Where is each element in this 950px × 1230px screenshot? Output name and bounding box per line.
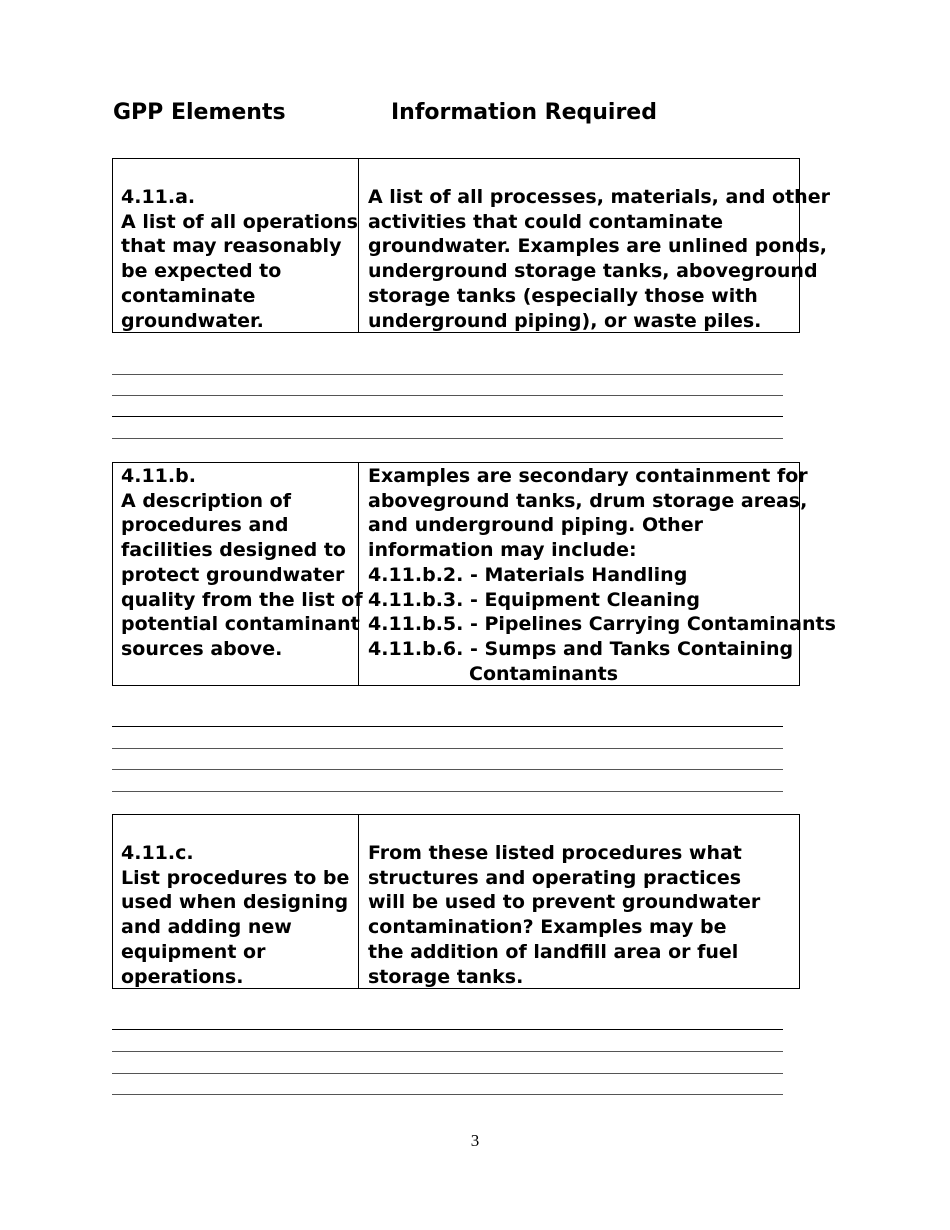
information-required-cell xyxy=(359,159,830,332)
element-text-line: that may reasonably xyxy=(121,235,342,258)
section-4-11-c xyxy=(112,814,800,989)
information-required-cell xyxy=(359,815,799,988)
info-text-line: A list of all processes, materials, and other xyxy=(367,186,830,208)
gpp-element-cell xyxy=(113,815,359,988)
answer-line xyxy=(112,726,783,727)
element-text-line: procedures and xyxy=(121,514,289,537)
info-text-line: storage tanks. xyxy=(368,965,524,988)
answer-line xyxy=(112,1073,783,1074)
element-text-line: protect groundwater xyxy=(121,563,345,586)
section-number: 4.11.b. xyxy=(121,465,196,487)
element-text-line: and adding new xyxy=(121,916,292,939)
info-text-line: aboveground tanks, drum storage areas, xyxy=(368,489,808,512)
element-text-line: contaminate xyxy=(121,284,256,307)
element-text-line: facilities designed to xyxy=(121,539,346,562)
info-text-line: activities that could contaminate xyxy=(367,210,724,233)
info-text-line: Examples are secondary containment for xyxy=(368,465,808,487)
info-text-line: groundwater. Examples are unlined ponds, xyxy=(367,235,827,258)
element-text-line: A list of all operations xyxy=(121,210,358,233)
element-text-line: groundwater. xyxy=(121,309,264,332)
element-text-line: be expected to xyxy=(121,260,282,283)
answer-line xyxy=(112,1094,783,1095)
element-text-line: List procedures to be xyxy=(121,866,350,889)
section-4-11-a xyxy=(112,158,830,333)
section-4-11-b xyxy=(112,462,836,686)
info-text-line: will be used to prevent groundwater xyxy=(368,891,761,914)
info-text-line: underground storage tanks, aboveground xyxy=(367,260,818,283)
section-number: 4.11.a. xyxy=(121,186,196,208)
element-text-line: equipment or xyxy=(121,940,266,963)
answer-line xyxy=(112,395,783,396)
info-list-item: 4.11.b.2. - Materials Handling xyxy=(368,563,688,586)
information-required-heading: Information Required xyxy=(391,100,657,125)
info-text-line: underground piping), or waste piles. xyxy=(367,309,762,332)
answer-line xyxy=(112,416,783,417)
information-required-cell xyxy=(359,463,836,685)
info-list-item: 4.11.b.5. - Pipelines Carrying Contaminants xyxy=(368,613,836,636)
info-text-line: From these listed procedures what xyxy=(368,842,742,864)
element-text-line: used when designing xyxy=(121,891,349,914)
info-list-item-continuation: Contaminants xyxy=(469,662,619,685)
element-text-line: quality from the list of xyxy=(121,588,363,611)
element-text-line: sources above. xyxy=(121,637,283,660)
info-text-line: the addition of landfill area or fuel xyxy=(368,940,739,963)
gpp-element-cell xyxy=(113,463,363,685)
answer-line xyxy=(112,748,783,749)
answer-line xyxy=(112,1029,783,1030)
info-text-line: storage tanks (especially those with xyxy=(367,284,758,307)
element-text-line: operations. xyxy=(121,965,244,988)
answer-line xyxy=(112,791,783,792)
info-text-line: information may include: xyxy=(368,539,637,562)
element-text-line: potential contaminant xyxy=(121,613,360,636)
answer-line xyxy=(112,438,783,439)
info-list-item: 4.11.b.3. - Equipment Cleaning xyxy=(368,588,700,611)
answer-line xyxy=(112,769,783,770)
page-number: 3 xyxy=(470,1131,480,1150)
answer-line xyxy=(112,374,783,375)
info-text-line: structures and operating practices xyxy=(368,866,742,889)
info-text-line: and underground piping. Other xyxy=(368,514,703,537)
info-list-item: 4.11.b.6. - Sumps and Tanks Containing xyxy=(368,637,794,660)
element-text-line: A description of xyxy=(121,489,291,512)
section-number: 4.11.c. xyxy=(121,842,194,864)
info-text-line: contamination? Examples may be xyxy=(368,916,727,939)
answer-line xyxy=(112,1051,783,1052)
gpp-element-cell xyxy=(113,159,359,332)
gpp-elements-heading: GPP Elements xyxy=(113,100,286,125)
